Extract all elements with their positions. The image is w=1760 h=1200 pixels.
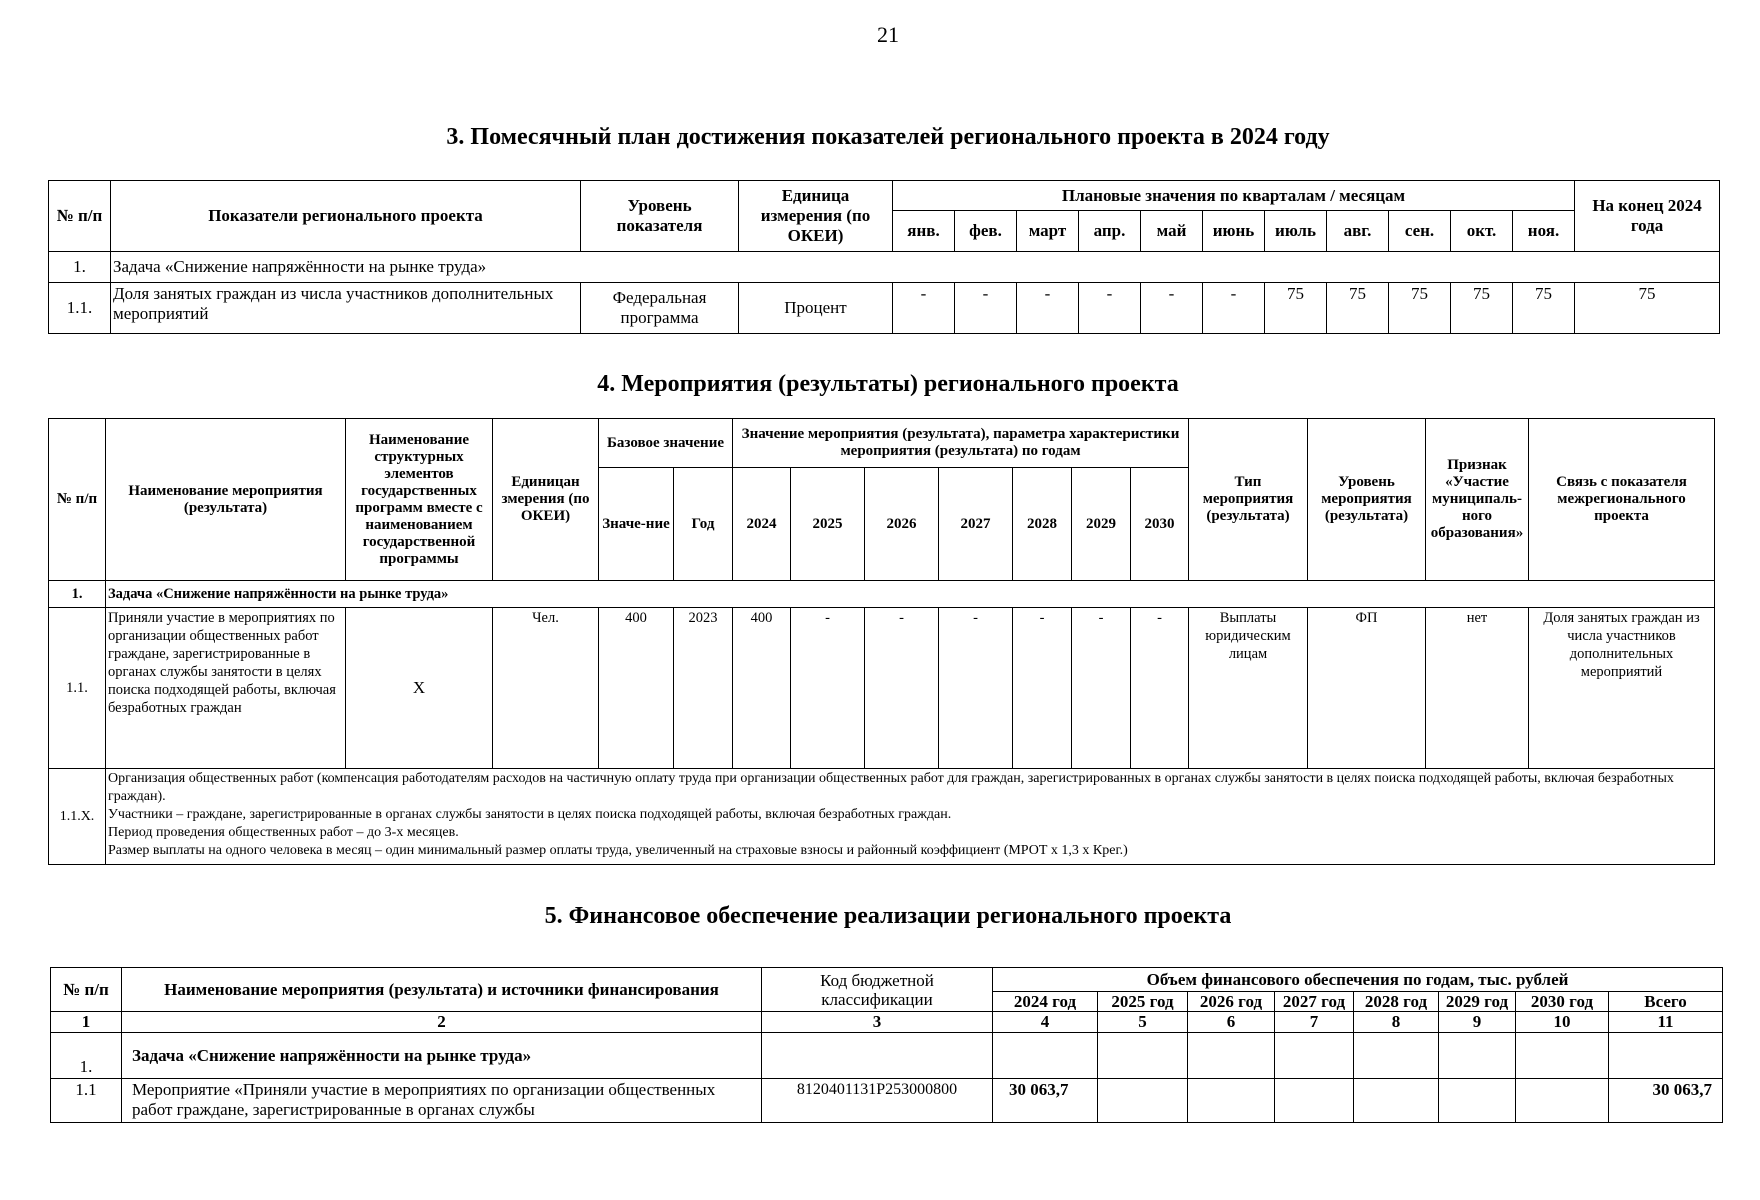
month-header: июнь [1203,211,1265,252]
year-header: 2029 [1072,468,1131,581]
year-value: - [1072,608,1131,769]
month-value: 75 [1389,283,1451,334]
month-value: - [1017,283,1079,334]
monthly-plan-table [48,180,1720,334]
month-header: сен. [1389,211,1451,252]
col-num-header: № п/п [49,419,106,581]
year-header: 2024 [733,468,791,581]
col-number: 7 [1275,1012,1354,1033]
col-end-header: На конец 2024 года [1575,181,1720,252]
note-line: Организация общественных работ (компенсация работодателям расходов на частичную оплату труда при организации общественных работ для граждан, зарегистрированных в органах службы занятости в целях поиска подходящей работы, включая безработных граждан). [108,771,1674,804]
task-num: 1. [49,252,111,283]
month-header: фев. [955,211,1017,252]
month-header: янв. [893,211,955,252]
col-level-header: Уровень показателя [581,181,739,252]
year-value: - [865,608,939,769]
col-number: 2 [122,1012,762,1033]
value-total: 30 063,7 [1609,1079,1723,1123]
year-header: 2026 [865,468,939,581]
month-value: 75 [1451,283,1513,334]
table-row [51,1079,1723,1123]
col-link-header: Связь с показателя межрегионального проекта [1529,419,1715,581]
table-row [49,608,1715,769]
month-value: 75 [1513,283,1575,334]
end-value: 75 [1575,283,1720,334]
row-indicator: Доля занятых граждан из числа участников дополнительных мероприятий [111,283,581,334]
year-value: - [1131,608,1189,769]
year-value: - [1013,608,1072,769]
month-value: 75 [1265,283,1327,334]
col-number: 5 [1098,1012,1188,1033]
row-num: 1.1. [49,608,106,769]
col-code-header: Код бюджетной классификации [762,968,993,1012]
row-municipal: нет [1426,608,1529,769]
col-unit-header: Единицан змерения (по ОКЕИ) [493,419,599,581]
month-header: ноя. [1513,211,1575,252]
year-header: 2027 год [1275,992,1354,1012]
year-value: 400 [733,608,791,769]
year-header: 2026 год [1188,992,1275,1012]
page-number: 21 [877,22,899,47]
col-number: 9 [1439,1012,1516,1033]
month-header: март [1017,211,1079,252]
note-row [49,769,1715,865]
section-5-title: 5. Финансовое обеспечение реализации регионального проекта [544,903,1232,929]
year-header: 2025 [791,468,865,581]
col-indicator-header: Показатели регионального проекта [111,181,581,252]
col-number: 3 [762,1012,993,1033]
month-value: - [893,283,955,334]
task-text: Задача «Снижение напряжённости на рынке труда» [122,1033,762,1079]
month-value: - [955,283,1017,334]
volume-header: Объем финансового обеспечения по годам, тыс. рублей [993,968,1723,992]
month-value: 75 [1327,283,1389,334]
year-value: - [791,608,865,769]
col-name-header: Наименование мероприятия (результата) [106,419,346,581]
task-num: 1. [51,1033,122,1079]
col-number: 6 [1188,1012,1275,1033]
row-base-year: 2023 [674,608,733,769]
base-header: Базовое значение [599,419,733,468]
col-level-header: Уровень мероприятия (результата) [1308,419,1426,581]
year-header: 2028 [1013,468,1072,581]
row-type: Выплаты юридическим лицам [1189,608,1308,769]
task-text: Задача «Снижение напряжённости на рынке труда» [111,252,1720,283]
section-4-title: 4. Мероприятия (результаты) регионального проекта [597,371,1179,397]
row-name: Приняли участие в мероприятиях по организации общественных работ граждане, зарегистрированные в органах службы занятости в целях поиска подходящей работы, включая безработных граждан [106,608,346,769]
col-number: 8 [1354,1012,1439,1033]
activities-table [48,418,1715,865]
row-unit: Процент [739,283,893,334]
month-header: апр. [1079,211,1141,252]
row-level: Федеральная программа [581,283,739,334]
values-by-year-header: Значение мероприятия (результата), параметра характеристики мероприятия (результата) по годам [733,419,1189,468]
month-value: - [1079,283,1141,334]
base-value-header: Значе-ние [599,468,674,581]
note-line: Период проведения общественных работ – до 3-х месяцев. [108,825,459,840]
col-type-header: Тип мероприятия (результата) [1189,419,1308,581]
year-value: - [939,608,1013,769]
month-header: июль [1265,211,1327,252]
row-unit: Чел. [493,608,599,769]
total-header: Всего [1609,992,1723,1012]
col-municipal-header: Признак «Участие муниципаль-ного образования» [1426,419,1529,581]
year-header: 2025 год [1098,992,1188,1012]
col-structural-header: Наименование структурных элементов государственных программ вместе с наименованием государственной программы [346,419,493,581]
note-line: Участники – граждане, зарегистрированные в органах службы занятости в целях поиска подходящей работы, включая безработных граждан. [108,807,952,822]
row-name: Мероприятие «Приняли участие в мероприятиях по организации общественных работ граждане, зарегистрированные в органах службы [122,1079,762,1123]
value-2024: 30 063,7 [993,1079,1098,1123]
year-header: 2029 год [1439,992,1516,1012]
col-number: 4 [993,1012,1098,1033]
base-year-header: Год [674,468,733,581]
year-header: 2030 год [1516,992,1609,1012]
month-header: май [1141,211,1203,252]
col-num-header: № п/п [51,968,122,1012]
col-name-header: Наименование мероприятия (результата) и источники финансирования [122,968,762,1012]
row-link: Доля занятых граждан из числа участников дополнительных мероприятий [1529,608,1715,769]
note-line: Размер выплаты на одного человека в месяц – один минимальный размер оплаты труда, увеличенный на страховые взносы и районный коэффициент (МРОТ х 1,3 х Крег.) [108,843,1128,858]
planned-values-header: Плановые значения по кварталам / месяцам [893,181,1575,211]
note-num: 1.1.Х. [49,769,106,865]
year-header: 2030 [1131,468,1189,581]
month-header: окт. [1451,211,1513,252]
year-header: 2028 год [1354,992,1439,1012]
month-value: - [1141,283,1203,334]
task-num: 1. [49,581,106,608]
row-num: 1.1. [49,283,111,334]
year-header: 2024 год [993,992,1098,1012]
note-text [106,769,1715,865]
row-num: 1.1 [51,1079,122,1123]
row-structural: Х [346,608,493,769]
col-number: 1 [51,1012,122,1033]
col-number: 11 [1609,1012,1723,1033]
col-num-header: № п/п [49,181,111,252]
financing-table [50,967,1723,1123]
section-3-title: 3. Помесячный план достижения показателей регионального проекта в 2024 году [446,124,1330,150]
month-value: - [1203,283,1265,334]
col-number: 10 [1516,1012,1609,1033]
row-level: ФП [1308,608,1426,769]
task-text: Задача «Снижение напряжённости на рынке труда» [106,581,1715,608]
row-base-value: 400 [599,608,674,769]
row-code: 8120401131Р253000800 [762,1079,993,1123]
year-header: 2027 [939,468,1013,581]
month-header: авг. [1327,211,1389,252]
table-row [49,283,1720,334]
col-unit-header: Единица измерения (по ОКЕИ) [739,181,893,252]
